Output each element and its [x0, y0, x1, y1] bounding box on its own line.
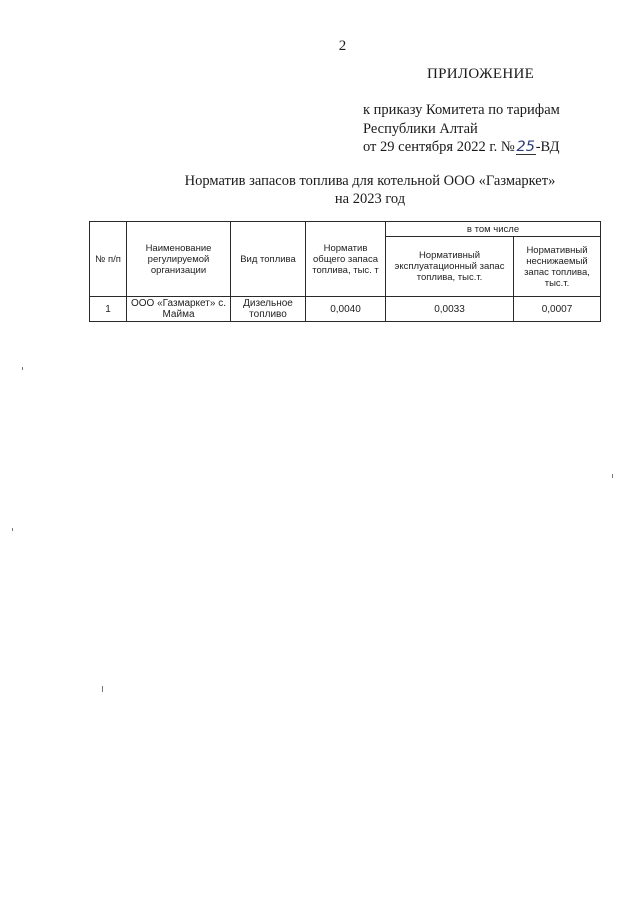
document-title-line-1: Норматив запасов топлива для котельной ООО «Газмаркет»	[184, 173, 556, 189]
scan-speck	[22, 367, 23, 370]
appendix-title: ПРИЛОЖЕНИЕ	[427, 66, 535, 82]
order-reference	[363, 101, 560, 157]
cell-operational-reserve: 0,0033	[386, 297, 514, 322]
header-num: № п/п	[90, 222, 127, 297]
cell-total-reserve: 0,0040	[306, 297, 386, 322]
header-fuel-type: Вид топлива	[231, 222, 306, 297]
header-organization: Наименование регулируемой организации	[127, 222, 231, 297]
scan-speck	[12, 528, 13, 531]
cell-organization: ООО «Газмаркет» с. Майма	[127, 297, 231, 322]
document-title-line-2: на 2023 год	[334, 191, 406, 207]
cell-irreducible-reserve: 0,0007	[514, 297, 601, 322]
scan-speck	[102, 686, 103, 692]
order-date-prefix: от 29 сентября 2022 г. №	[363, 139, 515, 155]
order-number-suffix: -ВД	[535, 139, 560, 155]
table-row	[90, 297, 601, 322]
header-total-reserve: Норматив общего запаса топлива, тыс. т	[306, 222, 386, 297]
order-line-3	[363, 138, 560, 157]
document-title	[120, 172, 620, 208]
fuel-reserve-table	[89, 221, 600, 322]
cell-num: 1	[90, 297, 127, 322]
scan-speck	[612, 474, 613, 478]
order-line-2: Республики Алтай	[363, 120, 478, 137]
header-operational-reserve: Нормативный эксплуатационный запас топлива, тыс.т.	[386, 237, 514, 297]
header-including: в том числе	[386, 222, 601, 237]
handwritten-order-number: 25	[516, 139, 535, 155]
cell-fuel-type: Дизельное топливо	[231, 297, 306, 322]
order-line-1: к приказу Комитета по тарифам	[363, 102, 560, 118]
page-number: 2	[338, 38, 347, 54]
header-irreducible-reserve: Нормативный неснижаемый запас топлива, тыс.т.	[514, 237, 601, 297]
